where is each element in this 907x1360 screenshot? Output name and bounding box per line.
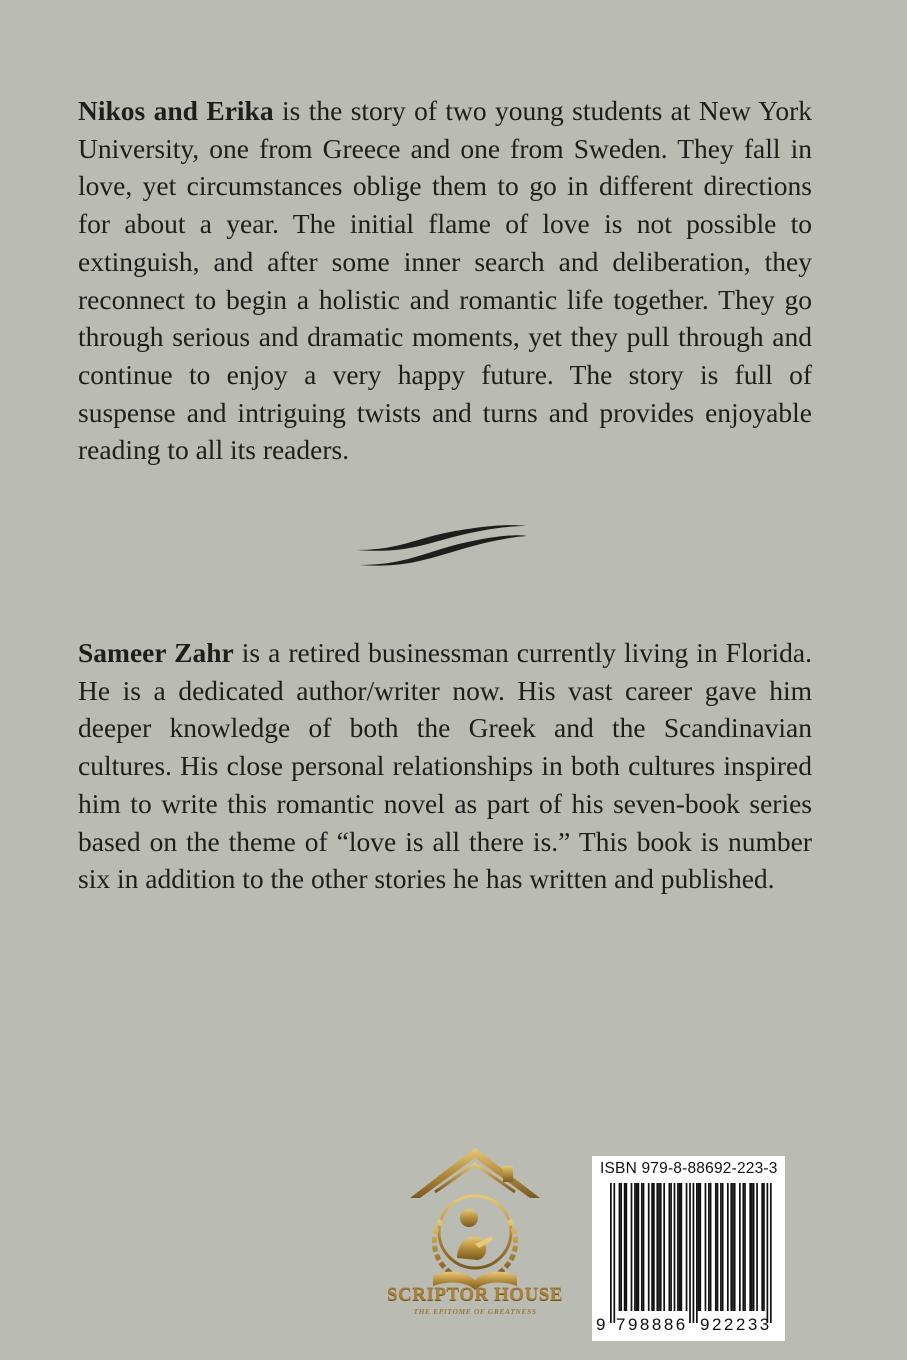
barcode-bar: [696, 1183, 698, 1323]
barcode-bar: [699, 1183, 701, 1311]
barcode-bar: [698, 1183, 700, 1311]
barcode-bar: [717, 1183, 719, 1311]
barcode-bar: [653, 1183, 655, 1311]
barcode-bar: [651, 1183, 653, 1311]
barcode-bar: [679, 1183, 681, 1311]
barcode-bar: [734, 1183, 736, 1311]
barcode-bar: [710, 1183, 712, 1311]
barcode-bar: [625, 1183, 627, 1311]
barcode-bar: [763, 1183, 765, 1311]
book-title: Nikos and Erika: [78, 95, 274, 126]
barcode-bar: [641, 1183, 643, 1311]
barcode-bar: [624, 1183, 626, 1311]
barcode-bar: [767, 1183, 769, 1323]
barcode-bar: [749, 1183, 751, 1311]
barcode-bar: [739, 1183, 741, 1311]
barcode-bar: [744, 1183, 746, 1311]
barcode-bar: [753, 1183, 755, 1311]
barcode-bar: [722, 1183, 724, 1311]
barcode-bar: [634, 1183, 636, 1311]
barcode-bar: [715, 1183, 717, 1311]
book-blurb-text: is the story of two young students at New York University, one from Greece and one from Sweden. They fall in love, yet circumstances oblige them to go in different directions for about a year. The initial flame of love is not possible to extinguish, and after some inner search and deliberation, they reconnect to begin a holistic and romantic life together. They go through serious and dramatic moments, yet they pull through and continue to enjoy a very happy future. The story is full of suspense and intriguing twists and turns and provides enjoyable reading to all its readers.: [78, 95, 812, 466]
barcode-bar: [636, 1183, 638, 1311]
barcode-bar: [761, 1183, 763, 1311]
barcode-bar: [674, 1183, 676, 1311]
barcode-bar: [643, 1183, 645, 1311]
barcode-bar: [610, 1183, 612, 1323]
barcode-bar: [631, 1183, 633, 1311]
barcode-bar: [693, 1183, 695, 1323]
barcode-bar: [638, 1183, 640, 1311]
isbn-barcode: [592, 1156, 785, 1341]
barcode-left-group: 798886: [616, 1315, 688, 1334]
barcode-bar: [670, 1183, 672, 1311]
barcode-bar: [620, 1183, 622, 1311]
barcode-bar: [677, 1183, 679, 1311]
barcode-bar: [689, 1183, 691, 1323]
barcode-right-group: 922233: [700, 1315, 772, 1334]
barcode-bar: [732, 1183, 734, 1311]
barcode-bar: [681, 1183, 683, 1311]
barcode-bar: [656, 1183, 658, 1311]
barcode-bar: [705, 1183, 707, 1311]
barcode-bar: [770, 1183, 772, 1323]
publisher-name: SCRIPTOR HOUSE: [386, 1284, 564, 1305]
barcode-bar: [756, 1183, 758, 1311]
author-name: Sameer Zahr: [78, 637, 234, 668]
barcode-bar: [658, 1183, 660, 1311]
barcode-lead-digit: 9: [596, 1315, 606, 1334]
barcode-bar: [660, 1183, 662, 1311]
barcode-bars: [592, 1156, 785, 1341]
barcode-bar: [619, 1183, 621, 1311]
barcode-bar: [663, 1183, 665, 1311]
barcode-bar: [720, 1183, 722, 1311]
isbn-label: ISBN 979-8-88692-223-3: [600, 1160, 778, 1177]
barcode-bar: [742, 1183, 744, 1311]
swash-divider: [355, 518, 530, 568]
book-blurb: [78, 92, 812, 469]
author-bio: [78, 634, 812, 898]
barcode-bar: [708, 1183, 710, 1311]
barcode-bar: [613, 1183, 615, 1323]
barcode-bar: [730, 1183, 732, 1311]
author-bio-text: is a retired businessman currently living in Florida. He is a dedicated author/writer now. His vast career gave him deeper knowledge of both the Greek and the Scandinavian cultures. His close personal relationships in both cultures inspired him to write this romantic novel as part of his seven-book series based on the theme of “love is all there is.” This book is number six in addition to the other stories he has written and published.: [78, 637, 812, 895]
barcode-bar: [668, 1183, 670, 1311]
publisher-tagline: THE EPITOME OF GREATNESS: [413, 1307, 537, 1316]
barcode-bar: [648, 1183, 650, 1311]
barcode-bar: [727, 1183, 729, 1311]
barcode-bar: [751, 1183, 753, 1311]
barcode-bar: [686, 1183, 688, 1311]
